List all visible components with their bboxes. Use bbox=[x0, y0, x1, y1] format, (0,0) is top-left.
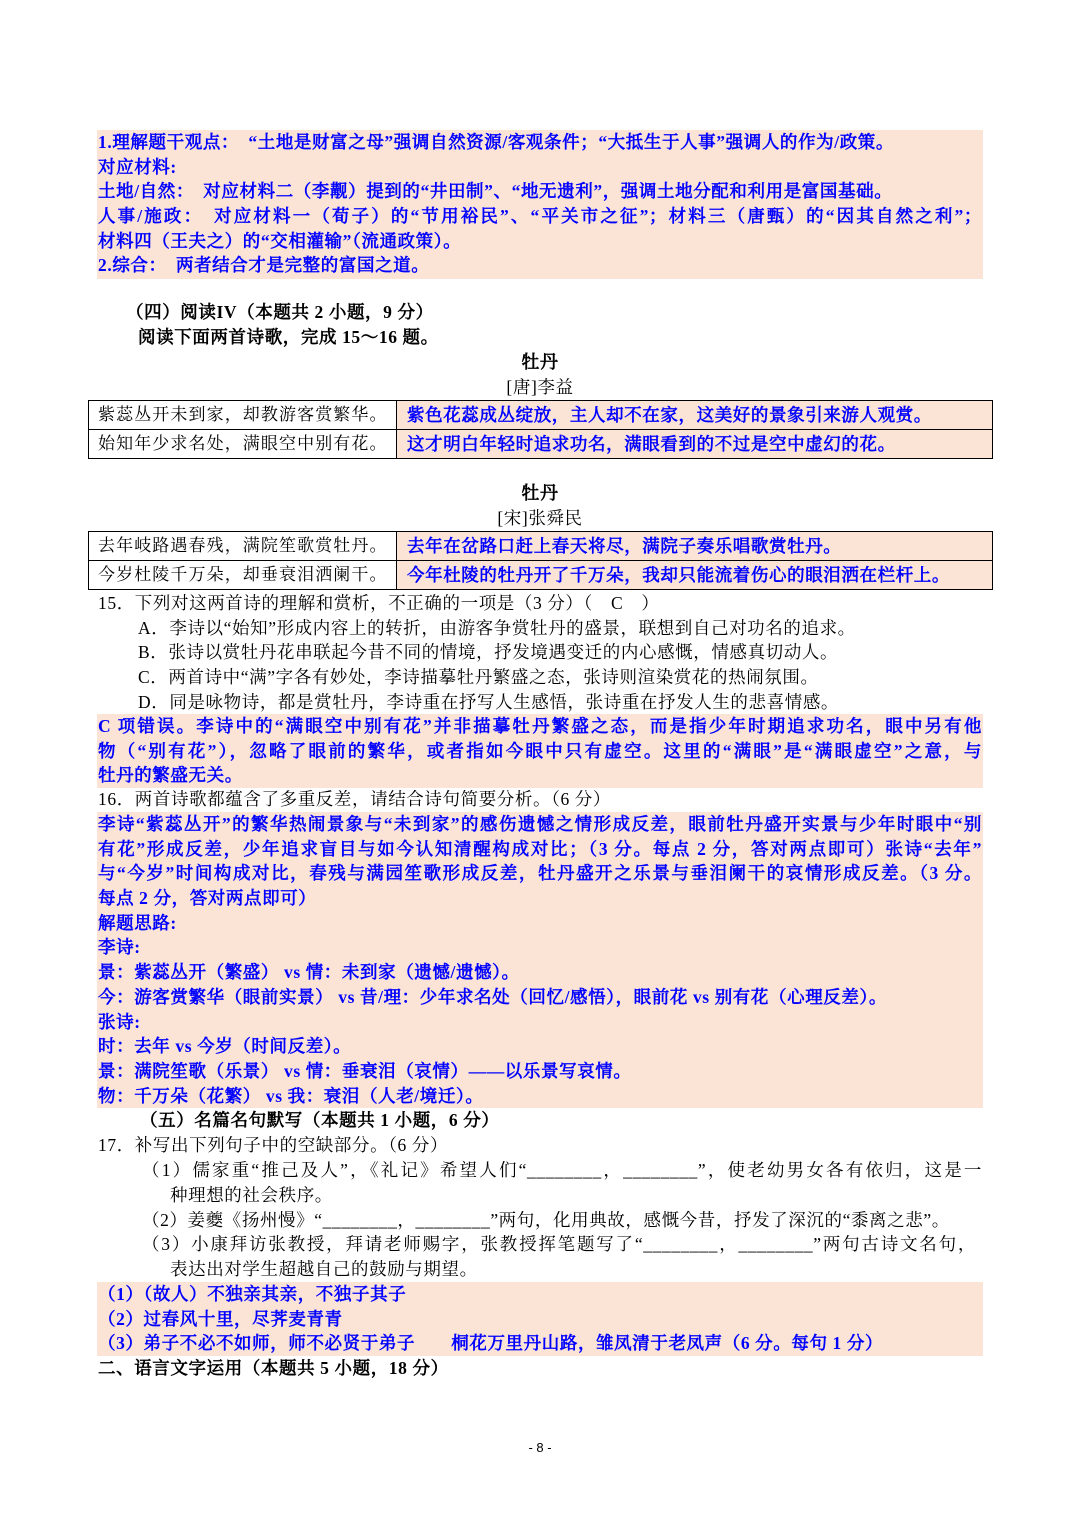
answer-line: 2.综合： 两者结合才是完整的富国之道。 bbox=[98, 255, 430, 276]
question-15-stem: 15．下列对这两首诗的理解和赏析，不正确的一项是（3 分）（ C ） bbox=[98, 593, 660, 613]
poem-row bbox=[89, 532, 993, 561]
answer-line: 物（“别有花”），忽略了眼前的繁华，或者指如今眼中只有虚空。这里的“满眼”是“满眼虚空”之意，与 bbox=[98, 740, 982, 761]
question-17-item-1-cont: 种理想的社会秩序。 bbox=[170, 1185, 333, 1205]
answer-line: 有花”形成反差，少年追求盲目与如今认知清醒构成对比；（3 分。每点 2 分，答对两点即可）张诗“去年” bbox=[98, 838, 982, 859]
poem-row bbox=[89, 401, 993, 430]
answer-line: （2）过春风十里，尽荠麦青青 bbox=[98, 1308, 343, 1329]
question-17-item-2: （2）姜夔《扬州慢》“________，________”两句，化用典故，感慨今昔，抒发了深沉的“黍离之悲”。 bbox=[142, 1209, 950, 1230]
answer-box-16 bbox=[97, 812, 983, 1108]
poem-line-original: 去年岐路遇春残，满院笙歌赏牡丹。 bbox=[89, 532, 397, 561]
question-16-stem: 16．两首诗歌都蕴含了多重反差，请结合诗句简要分析。（6 分） bbox=[98, 789, 611, 809]
question-15-option-d: D．同是咏物诗，都是赏牡丹，李诗重在抒写人生感悟，张诗重在抒发人生的悲喜情感。 bbox=[138, 691, 840, 712]
poem-line-translation: 今年杜陵的牡丹开了千万朵，我却只能流着伤心的眼泪洒在栏杆上。 bbox=[397, 561, 993, 590]
answer-line: 1.理解题干观点： “土地是财富之母”强调自然资源/客观条件；“大抵生于人事”强调人的作为/政策。 bbox=[98, 132, 894, 152]
section-heading-reading4: （四）阅读IV（本题共 2 小题，9 分） bbox=[126, 302, 434, 322]
answer-box-prev bbox=[97, 130, 983, 279]
answer-line: 今：游客赏繁华（眼前实景） vs 昔/理：少年求名处（回忆/感悟），眼前花 vs 别有花（心理反差）。 bbox=[98, 986, 887, 1007]
question-15-option-c: C．两首诗中“满”字各有妙处，李诗描摹牡丹繁盛之态，张诗则渲染赏花的热闹氛围。 bbox=[138, 667, 819, 688]
question-17-item-1: （1）儒家重“推己及人”，《礼记》希望人们“________，________”，使老幼男女各有依归，这是一 bbox=[142, 1160, 982, 1180]
question-17-item-3-cont: 表达出对学生超越自己的鼓励与期望。 bbox=[170, 1259, 478, 1279]
poem-author: [宋]张舜民 bbox=[497, 508, 583, 528]
reading-instruction: 阅读下面两首诗歌，完成 15～16 题。 bbox=[138, 327, 439, 347]
answer-line: 张诗: bbox=[98, 1011, 141, 1032]
poem-line-translation: 去年在岔路口赶上春天将尽，满院子奏乐唱歌赏牡丹。 bbox=[397, 532, 993, 561]
poem-line-original: 今岁杜陵千万朵，却垂衰泪洒阑干。 bbox=[89, 561, 397, 590]
poem-table-li-yi bbox=[88, 400, 993, 459]
page-number: - 8 - bbox=[528, 1440, 552, 1455]
poem-line-translation: 这才明白年轻时追求功名，满眼看到的不过是空中虚幻的花。 bbox=[397, 430, 993, 459]
question-17-stem: 17．补写出下列句子中的空缺部分。（6 分） bbox=[98, 1135, 449, 1155]
poem-line-translation: 紫色花蕊成丛绽放，主人却不在家，这美好的景象引来游人观赏。 bbox=[397, 401, 993, 430]
answer-line: （3）弟子不必不如师，师不必贤于弟子 桐花万里丹山路，雏凤清于老凤声（6 分。每句 1 分） bbox=[98, 1333, 884, 1354]
answer-line: 景：满院笙歌（乐景） vs 情：垂衰泪（哀情）——以乐景写哀情。 bbox=[98, 1060, 632, 1081]
poem-author: [唐]李益 bbox=[506, 377, 574, 397]
question-15-option-b: B．张诗以赏牡丹花串联起今昔不同的情境，抒发境遇变迁的内心感慨，情感真切动人。 bbox=[138, 642, 839, 663]
poem-table-zhang-shunmin bbox=[88, 531, 993, 590]
section-heading-dictation5: （五）名篇名句默写（本题共 1 小题，6 分） bbox=[140, 1110, 500, 1130]
answer-line: 物：千万朵（花繁） vs 我：衰泪（人老/境迁）。 bbox=[98, 1085, 484, 1106]
answer-line: C 项错误。李诗中的“满眼空中别有花”并非描摹牡丹繁盛之态，而是指少年时期追求功名，眼中另有他 bbox=[98, 716, 982, 736]
poem-title: 牡丹 bbox=[521, 352, 559, 372]
answer-line: 人事/施政： 对应材料一（荀子）的“节用裕民”、“平关市之征”；材料三（唐甄）的“因其自然之利”； bbox=[98, 206, 982, 227]
answer-box-17 bbox=[97, 1282, 983, 1356]
answer-line: 李诗“紫蕊丛开”的繁华热闹景象与“未到家”的感伤遗憾之情形成反差，眼前牡丹盛开实景与少年时眼中“别 bbox=[98, 814, 982, 834]
section-heading-language: 二、语言文字运用（本题共 5 小题，18 分） bbox=[98, 1358, 449, 1378]
poem-row bbox=[89, 430, 993, 459]
answer-line: （1）（故人）不独亲其亲，不独子其子 bbox=[98, 1284, 407, 1304]
poem-line-original: 始知年少求名处，满眼空中别有花。 bbox=[89, 430, 397, 459]
answer-line: 对应材料: bbox=[98, 156, 177, 177]
answer-line: 与“今岁”时间构成对比，春残与满园笙歌形成反差，牡丹盛开之乐景与垂泪阑干的哀情形成反差。（3 分。 bbox=[98, 863, 982, 884]
answer-line: 李诗: bbox=[98, 937, 141, 958]
poem-line-original: 紫蕊丛开未到家，却教游客赏繁华。 bbox=[89, 401, 397, 430]
poem-title: 牡丹 bbox=[521, 483, 559, 503]
answer-line: 每点 2 分，答对两点即可） bbox=[98, 888, 317, 909]
question-17-item-3: （3）小康拜访张教授，拜请老师赐字，张教授挥笔题写了“________，________”两句古诗文名句， bbox=[142, 1234, 976, 1254]
answer-line: 材料四（王夫之）的“交相灌输”（流通政策）。 bbox=[98, 230, 462, 251]
answer-line: 时：去年 vs 今岁（时间反差）。 bbox=[98, 1036, 352, 1057]
answer-box-15 bbox=[97, 714, 983, 788]
answer-line: 解题思路: bbox=[98, 912, 177, 933]
answer-line: 牡丹的繁盛无关。 bbox=[98, 765, 243, 786]
answer-line: 土地/自然： 对应材料二（李觏）提到的“井田制”、“地无遗利”，强调土地分配和利用是富国基础。 bbox=[98, 181, 893, 202]
poem-row bbox=[89, 561, 993, 590]
answer-line: 景：紫蕊丛开（繁盛） vs 情：未到家（遗憾/遗憾）。 bbox=[98, 962, 520, 983]
question-15-option-a: A．李诗以“始知”形成内容上的转折，由游客争赏牡丹的盛景，联想到自己对功名的追求。 bbox=[138, 617, 856, 638]
